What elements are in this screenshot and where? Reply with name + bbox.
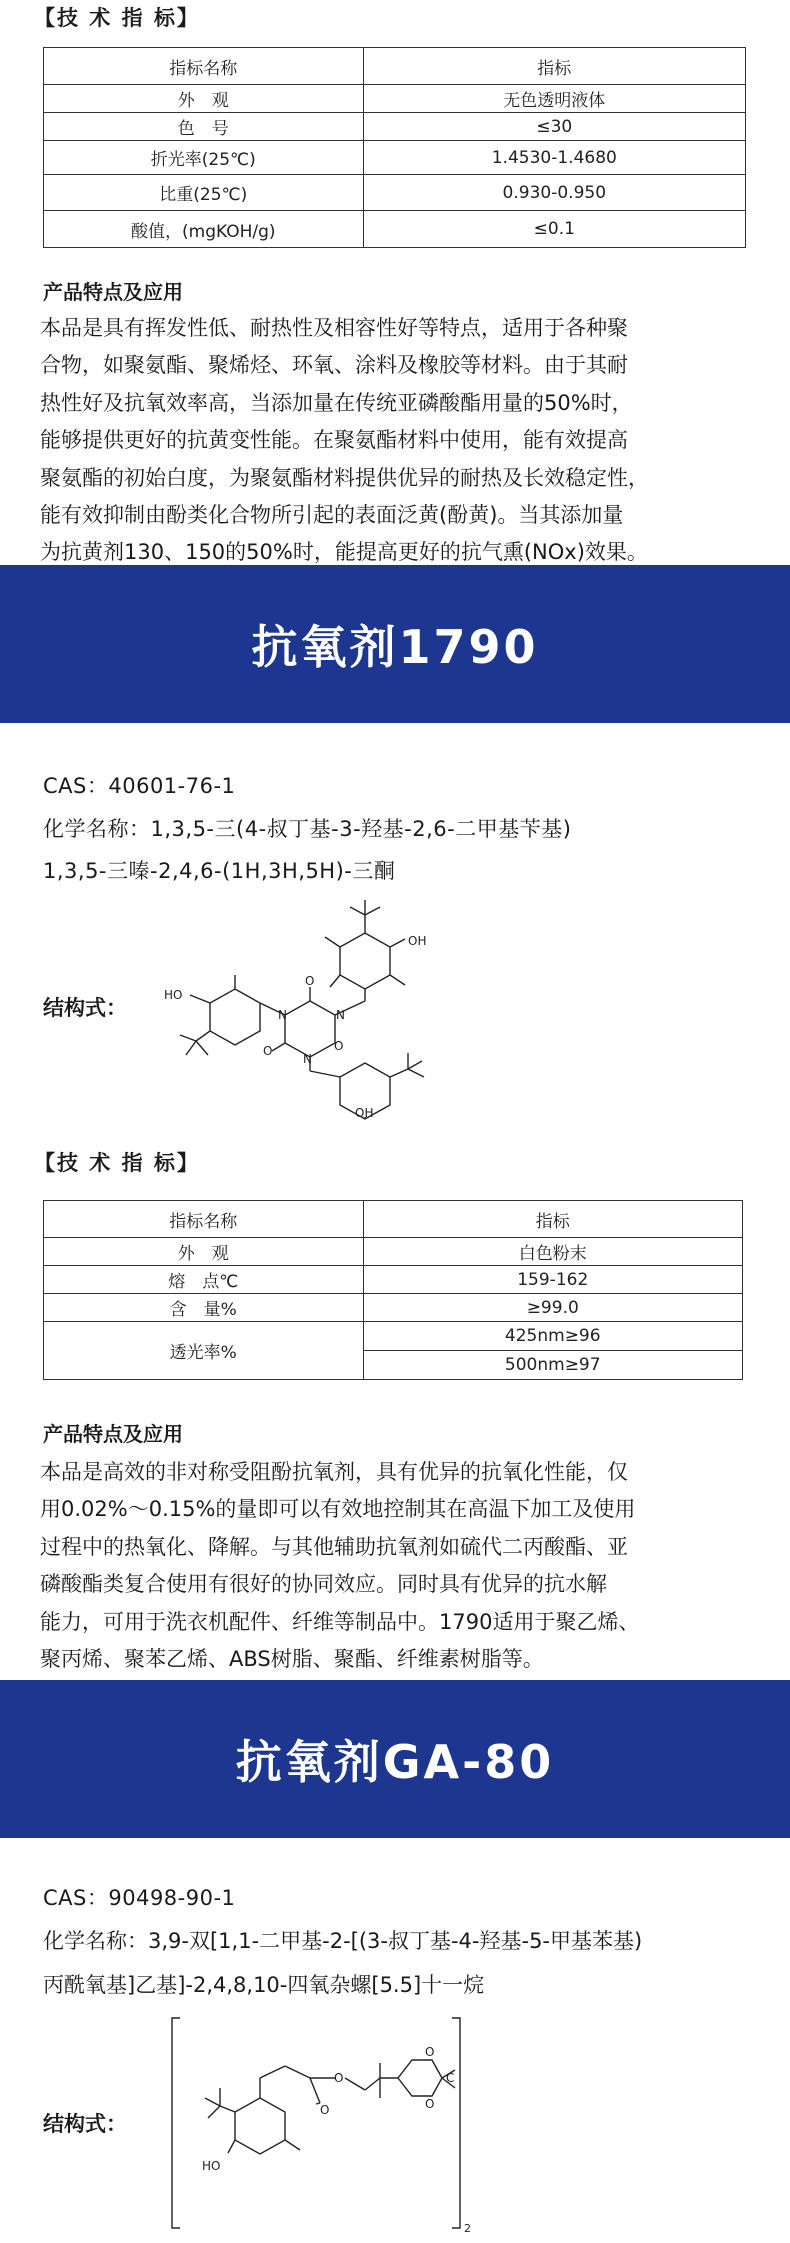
table-cell: 折光率(25℃) [44,141,364,175]
table-cell: ≤0.1 [363,211,745,248]
table-header-row [44,48,746,85]
svg-text:C: C [446,2071,455,2085]
paragraph-line: 本品是具有挥发性低、耐热性及相容性好等特点，适用于各种聚 [40,316,628,340]
features-paragraph-2 [40,1454,770,1678]
svg-text:2: 2 [464,2222,471,2233]
structure-label: 结构式： [43,996,127,1020]
table-cell: 425nm≥96 [363,1322,743,1351]
table-cell: 外 观 [44,1238,364,1266]
paragraph-line: 能够提供更好的抗黄变性能。在聚氨酯材料中使用，能有效提高 [40,428,628,453]
table-cell: 色 号 [44,113,364,141]
table-row [44,113,746,141]
table-cell: 500nm≥97 [363,1351,743,1380]
structure-diagram-ga80 [150,2008,630,2233]
table-cell: ≥99.0 [363,1294,743,1322]
chemical-name-line-2: 1,3,5-三嗪-2,4,6-(1H,3H,5H)-三酮 [43,859,396,883]
table-cell: 含 量% [44,1294,364,1322]
table-header-cell: 指标 [363,1201,743,1238]
svg-text:N: N [278,1008,287,1022]
structure-diagram-1790 [160,895,480,1120]
paragraph-line: 合物，如聚氨酯、聚烯烃、环氧、涂料及橡胶等材料。由于其耐 [40,353,628,378]
chemical-name-line-2: 丙酰氧基]乙基]-2,4,8,10-四氧杂螺[5.5]十一烷 [43,1973,485,1997]
table-cell: 酸值，(mgKOH/g) [44,211,364,248]
spec-table-1 [43,47,746,248]
spec-heading-2: 【技 术 指 标】 [34,1151,200,1175]
table-row [44,211,746,248]
table-cell: 无色透明液体 [363,85,745,113]
table-cell: 比重(25℃) [44,175,364,211]
paragraph-line: 过程中的热氧化、降解。与其他辅助抗氧剂如硫代二丙酸酯、亚 [40,1534,628,1559]
table-cell: 透光率% [44,1322,364,1380]
spec-table-2 [43,1200,743,1380]
table-cell: 外 观 [44,85,364,113]
table-row [44,1294,743,1322]
table-header-cell: 指标 [363,48,745,85]
structure-label: 结构式： [43,2112,127,2136]
svg-text:O: O [425,2097,435,2111]
spec-heading-1: 【技 术 指 标】 [34,6,200,30]
paragraph-line: 磷酸酯类复合使用有很好的协同效应。同时具有优异的抗水解 [40,1572,607,1597]
banner-title: 抗氧剂GA-80 [235,1735,555,1789]
chemical-name-line-1: 化学名称：1,3,5-三(4-叔丁基-3-羟基-2,6-二甲基苄基) [43,817,572,841]
svg-text:O: O [334,1039,344,1053]
table-row [44,1322,743,1351]
paragraph-line: 能力，可用于洗衣机配件、纤维等制品中。1790适用于聚乙烯、 [40,1609,640,1634]
paragraph-line: 为抗黄剂130、150的50%时，能提高更好的抗气熏(NOx)效果。 [40,540,648,565]
product-banner-1790 [0,565,790,723]
paragraph-line: 聚氨酯的初始白度，为聚氨酯材料提供优异的耐热及长效稳定性， [40,465,649,490]
svg-text:O: O [263,1044,273,1058]
svg-text:O: O [425,2045,435,2059]
features-heading-2: 产品特点及应用 [43,1422,183,1446]
svg-text:O: O [320,2103,330,2117]
paragraph-line: 用0.02%～0.15%的量即可以有效地控制其在高温下加工及使用 [40,1497,636,1522]
svg-text:N: N [303,1052,312,1066]
svg-text:HO: HO [164,988,183,1002]
features-heading-1: 产品特点及应用 [43,280,183,304]
chemical-name-line-1: 化学名称：3,9-双[1,1-二甲基-2-[(3-叔丁基-4-羟基-5-甲基苯基) [43,1929,643,1953]
paragraph-line: 能有效抑制由酚类化合物所引起的表面泛黄(酚黄)。当其添加量 [40,503,624,528]
table-header-cell: 指标名称 [44,1201,364,1238]
paragraph-line: 聚丙烯、聚苯乙烯、ABS树脂、聚酯、纤维素树脂等。 [40,1647,544,1672]
table-header-cell: 指标名称 [44,48,364,85]
banner-title: 抗氧剂1790 [251,620,539,674]
table-row [44,1266,743,1294]
table-cell: ≤30 [363,113,745,141]
table-cell: 159-162 [363,1266,743,1294]
paragraph-line: 热性好及抗氧效率高，当添加量在传统亚磷酸酯用量的50%时， [40,390,633,415]
table-row [44,1238,743,1266]
features-paragraph-1 [40,310,770,572]
paragraph-line: 本品是高效的非对称受阻酚抗氧剂，具有优异的抗氧化性能，仅 [40,1460,628,1484]
svg-text:O: O [334,2071,344,2085]
svg-text:O: O [305,974,315,988]
product-banner-ga80 [0,1680,790,1838]
table-cell: 1.4530-1.4680 [363,141,745,175]
cas-number: CAS：90498-90-1 [43,1886,236,1910]
svg-text:N: N [336,1008,345,1022]
svg-text:HO: HO [202,2159,221,2173]
table-row [44,141,746,175]
svg-text:OH: OH [408,934,427,948]
table-header-row [44,1201,743,1238]
table-cell: 0.930-0.950 [363,175,745,211]
table-cell: 熔 点℃ [44,1266,364,1294]
cas-number: CAS：40601-76-1 [43,774,236,798]
table-cell: 白色粉末 [363,1238,743,1266]
table-row [44,85,746,113]
table-row [44,175,746,211]
svg-text:OH: OH [355,1106,374,1120]
